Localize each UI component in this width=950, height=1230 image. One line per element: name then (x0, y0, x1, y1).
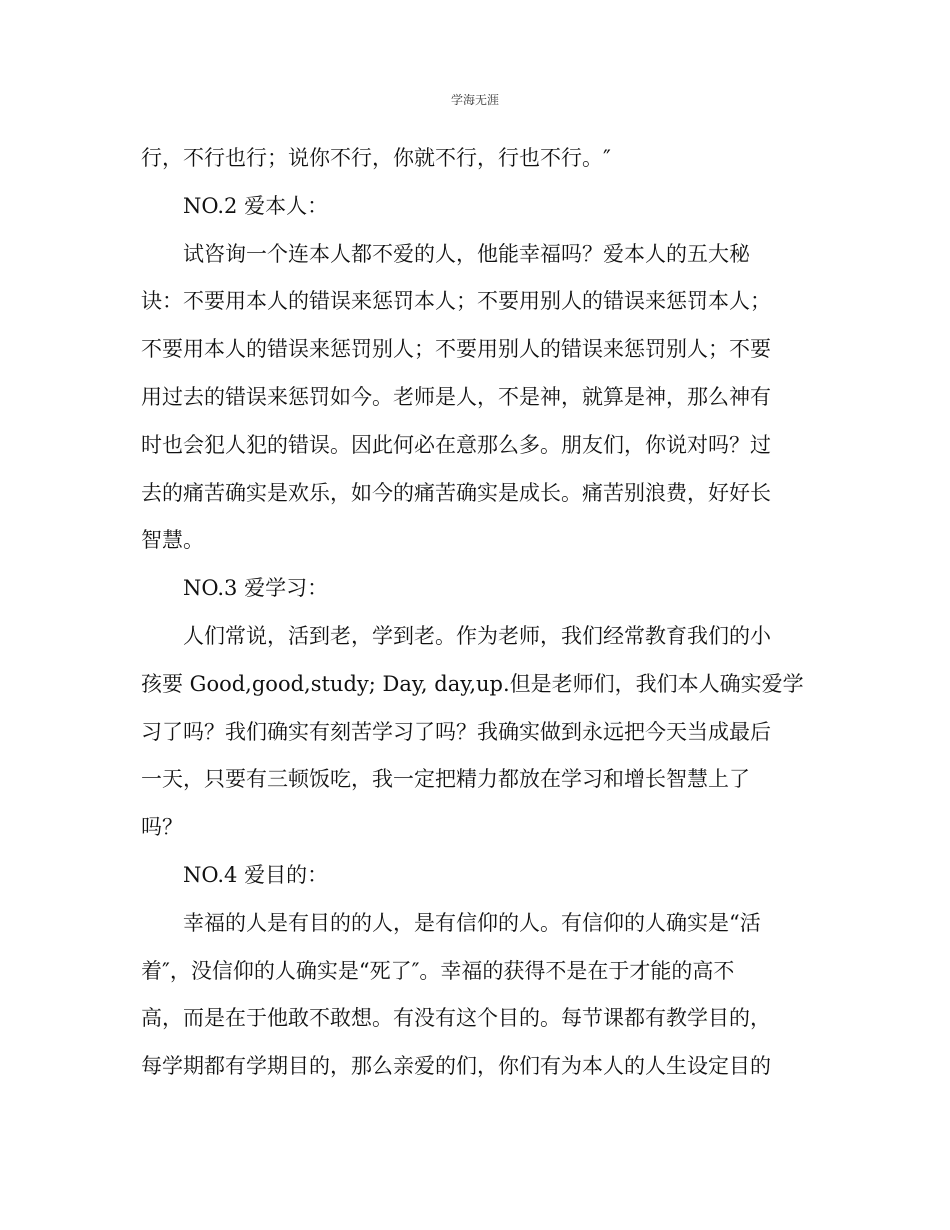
text-line: 人们常说，活到老，学到老。作为老师，我们经常教育我们的小 (183, 623, 771, 648)
text-line: 幸福的人是有目的的人，是有信仰的人。有信仰的人确实是“活 (183, 910, 761, 935)
text-line: 不要用本人的错误来惩罚别人；不要用别人的错误来惩罚别人；不要 (141, 337, 771, 362)
text-line: 着″，没信仰的人确实是“死了″。幸福的获得不是在于才能的高不 (141, 958, 735, 983)
text-line: 高，而是在于他敢不敢想。有没有这个目的。每节课都有教学目的， (141, 1006, 771, 1031)
text-line: 吗？ (141, 815, 183, 840)
text-line: 试咨询一个连本人都不爱的人，他能幸福吗？爱本人的五大秘 (183, 241, 750, 266)
section-heading: NO.3 爱学习： (183, 576, 329, 601)
text-line: 去的痛苦确实是欢乐，如今的痛苦确实是成长。痛苦别浪费，好好长 (141, 480, 771, 505)
section-heading: NO.4 爱目的： (183, 862, 329, 887)
text-line: 一天，只要有三顿饭吃，我一定把精力都放在学习和增长智慧上了 (141, 767, 750, 792)
document-body (141, 135, 813, 1091)
text-line: 智慧。 (141, 528, 204, 553)
page-header: 学海无涯 (450, 93, 499, 107)
text-line: 诀：不要用本人的错误来惩罚本人；不要用别人的错误来惩罚本人； (141, 289, 771, 314)
text-line: 每学期都有学期目的，那么亲爱的们，你们有为本人的人生设定目的 (141, 1054, 771, 1079)
section-heading: NO.2 爱本人： (183, 193, 329, 218)
text-line: 用过去的错误来惩罚如今。老师是人，不是神，就算是神，那么神有 (141, 384, 771, 409)
text-line: 时也会犯人犯的错误。因此何必在意那么多。朋友们，你说对吗？过 (141, 432, 771, 457)
text-line: 行，不行也行；说你不行，你就不行，行也不行。″ (141, 146, 611, 170)
text-line: 习了吗？我们确实有刻苦学习了吗？我确实做到永远把今天当成最后 (141, 719, 771, 744)
text-line: 孩要 Good,good,study; Day, day,up.但是老师们，我们本人确实爱学 (141, 671, 804, 696)
